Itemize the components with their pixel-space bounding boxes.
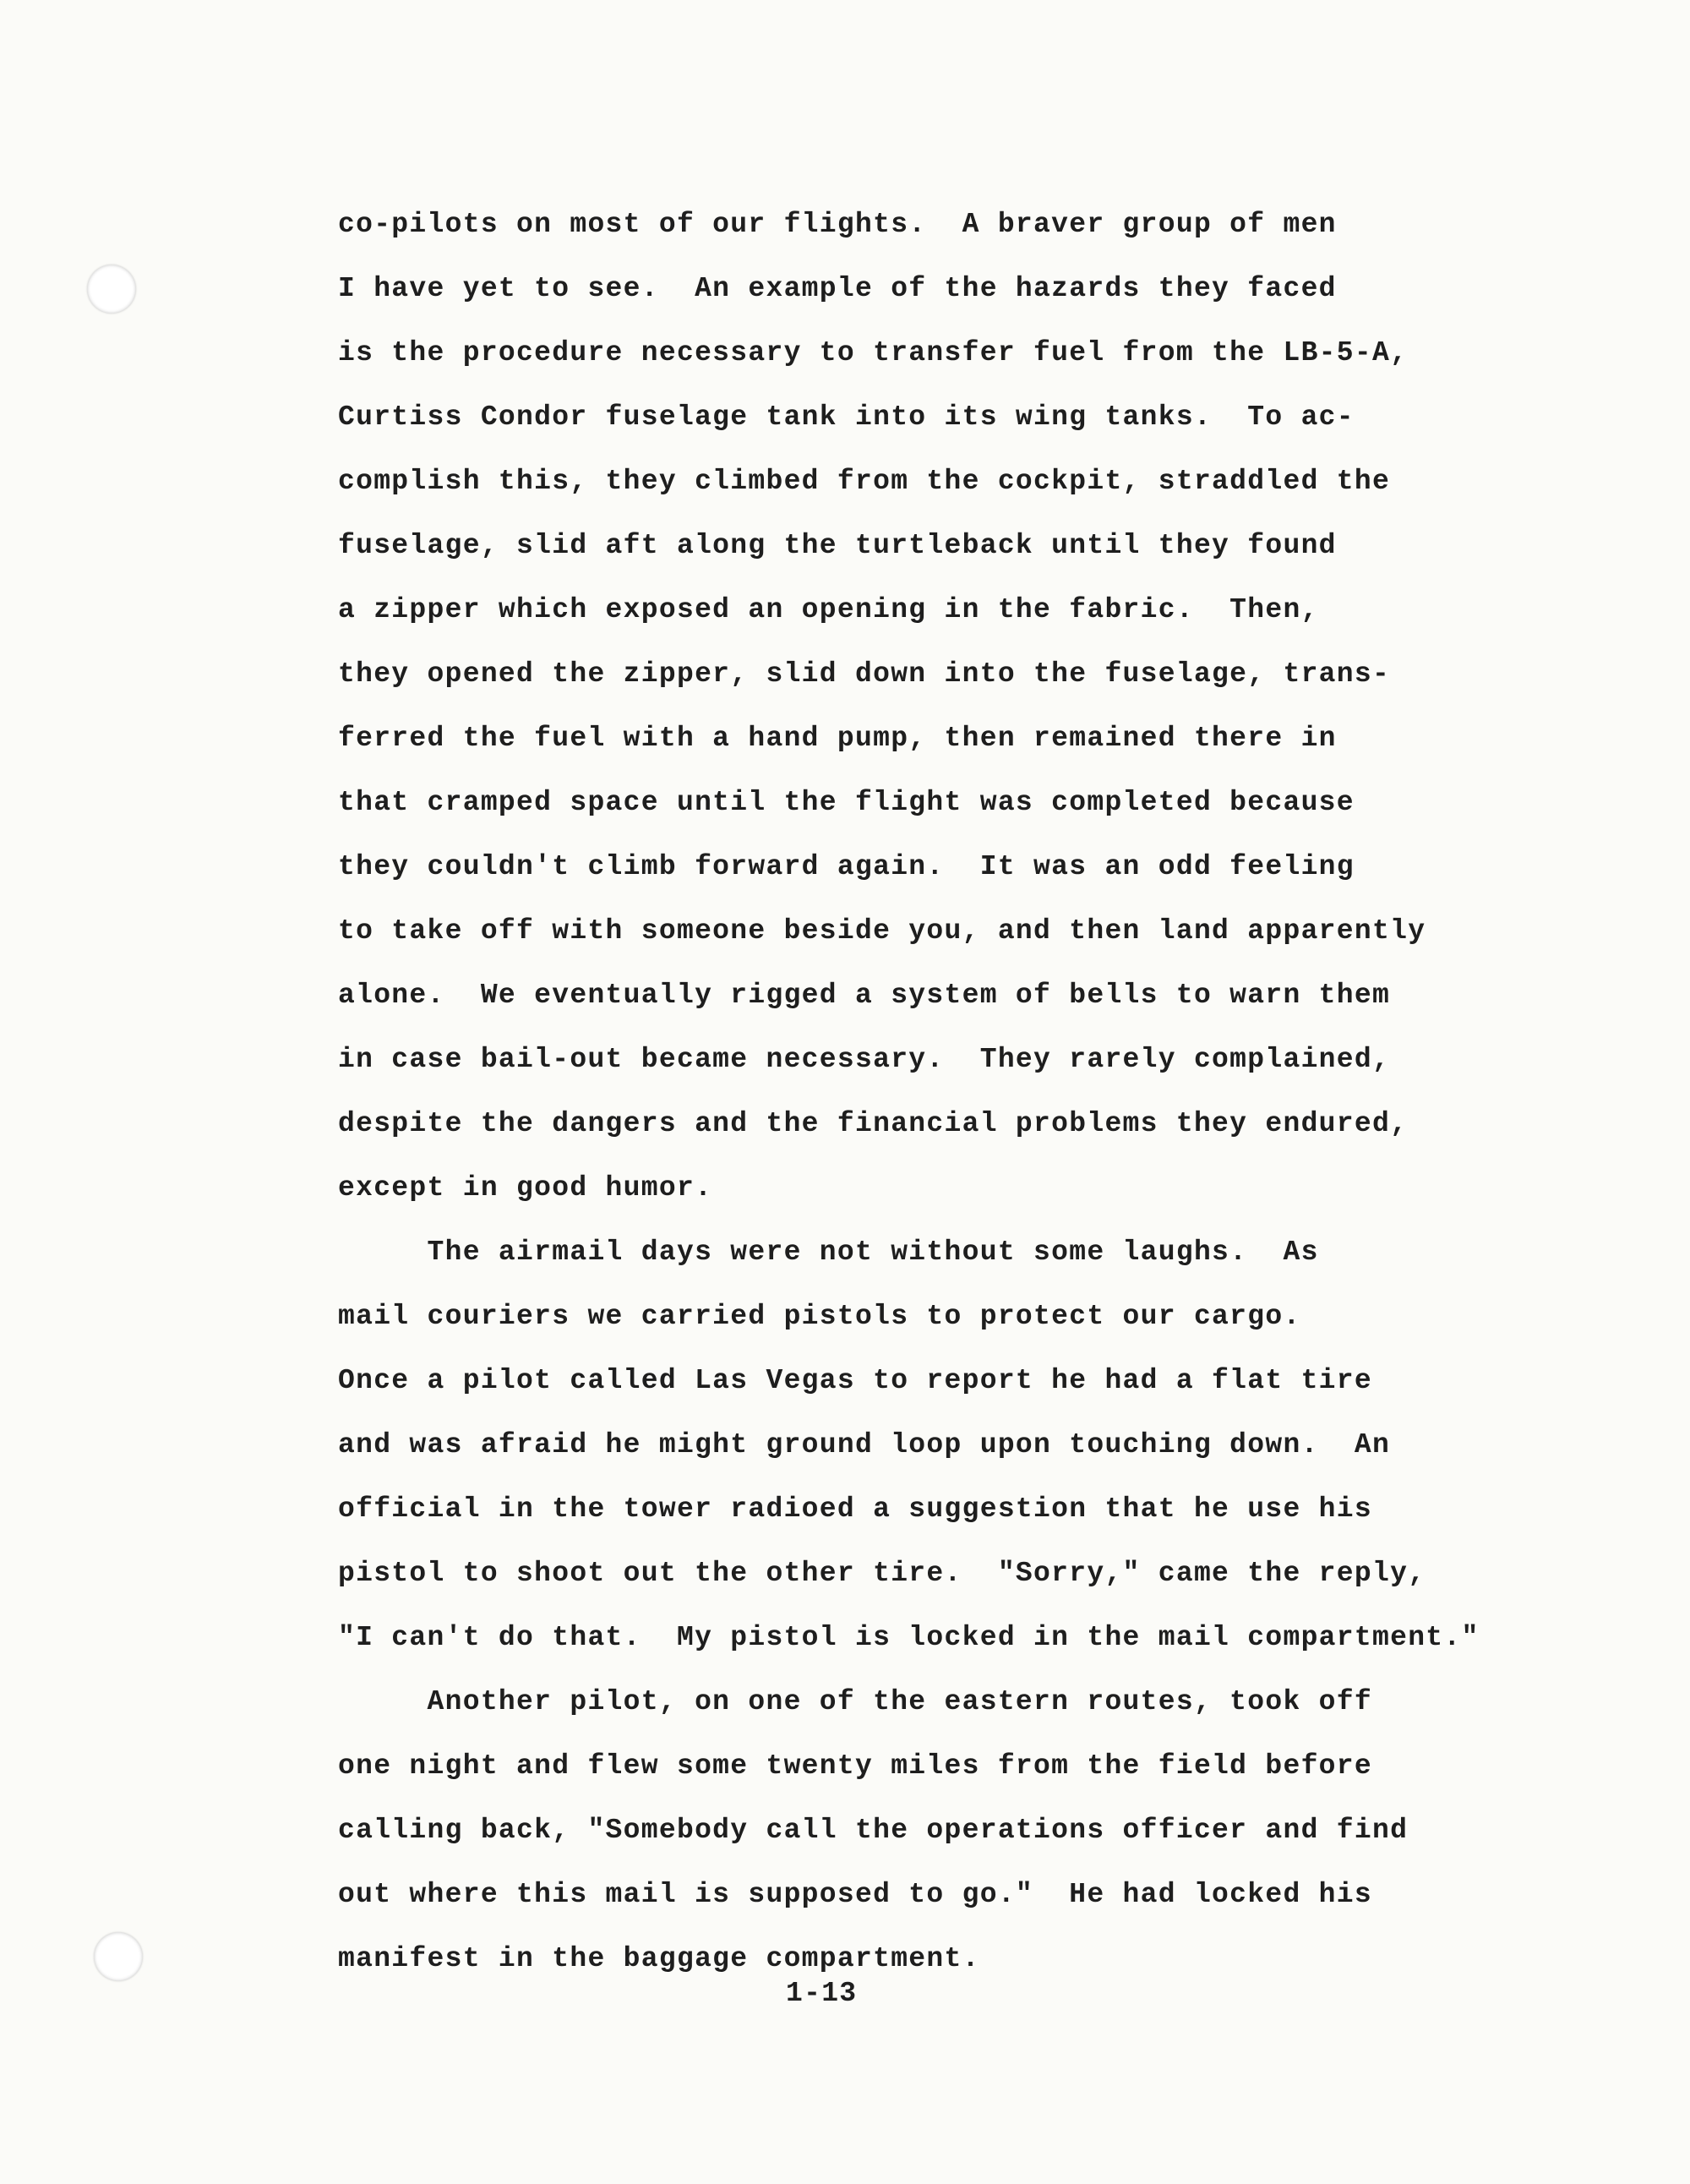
text-line: Once a pilot called Las Vegas to report he had a flat tire <box>338 1365 1372 1396</box>
page-number: 1-13 <box>786 1978 858 2009</box>
text-line: I have yet to see. An example of the hazards they faced <box>338 273 1337 304</box>
text-line: ferred the fuel with a hand pump, then remained there in <box>338 723 1337 754</box>
text-line: a zipper which exposed an opening in the fabric. Then, <box>338 594 1319 625</box>
text-line: official in the tower radioed a suggestion that he use his <box>338 1493 1372 1525</box>
text-line: out where this mail is supposed to go." He had locked his <box>338 1879 1372 1910</box>
body-text <box>338 193 1572 1991</box>
text-line: co-pilots on most of our flights. A braver group of men <box>338 209 1337 240</box>
paragraph-start-line: Another pilot, on one of the eastern routes, took off <box>338 1686 1372 1717</box>
text-line: is the procedure necessary to transfer fuel from the LB-5-A, <box>338 337 1409 369</box>
text-line: despite the dangers and the financial problems they endured, <box>338 1108 1409 1139</box>
text-line: one night and flew some twenty miles from the field before <box>338 1750 1372 1782</box>
text-line: except in good humor. <box>338 1172 713 1204</box>
text-line: fuselage, slid aft along the turtleback until they found <box>338 530 1337 561</box>
text-line: to take off with someone beside you, and then land apparently <box>338 915 1426 947</box>
text-line: manifest in the baggage compartment. <box>338 1943 980 1974</box>
text-line: they opened the zipper, slid down into the fuselage, trans- <box>338 658 1391 690</box>
text-line: "I can't do that. My pistol is locked in the mail compartment." <box>338 1622 1480 1653</box>
text-line: calling back, "Somebody call the operations officer and find <box>338 1815 1409 1846</box>
text-line: pistol to shoot out the other tire. "Sorry," came the reply, <box>338 1558 1426 1589</box>
punch-hole-top <box>87 265 136 314</box>
text-line: they couldn't climb forward again. It was an odd feeling <box>338 851 1355 882</box>
text-line: in case bail-out became necessary. They rarely complained, <box>338 1044 1391 1075</box>
text-line: alone. We eventually rigged a system of bells to warn them <box>338 980 1391 1011</box>
text-line: mail couriers we carried pistols to protect our cargo. <box>338 1301 1301 1332</box>
text-line: complish this, they climbed from the cockpit, straddled the <box>338 466 1391 497</box>
text-line: and was afraid he might ground loop upon touching down. An <box>338 1429 1391 1461</box>
paragraph-start-line: The airmail days were not without some laughs. As <box>338 1237 1319 1268</box>
text-line: that cramped space until the flight was completed because <box>338 787 1355 818</box>
text-line: Curtiss Condor fuselage tank into its wing tanks. To ac- <box>338 401 1355 433</box>
punch-hole-bottom <box>94 1932 143 1981</box>
